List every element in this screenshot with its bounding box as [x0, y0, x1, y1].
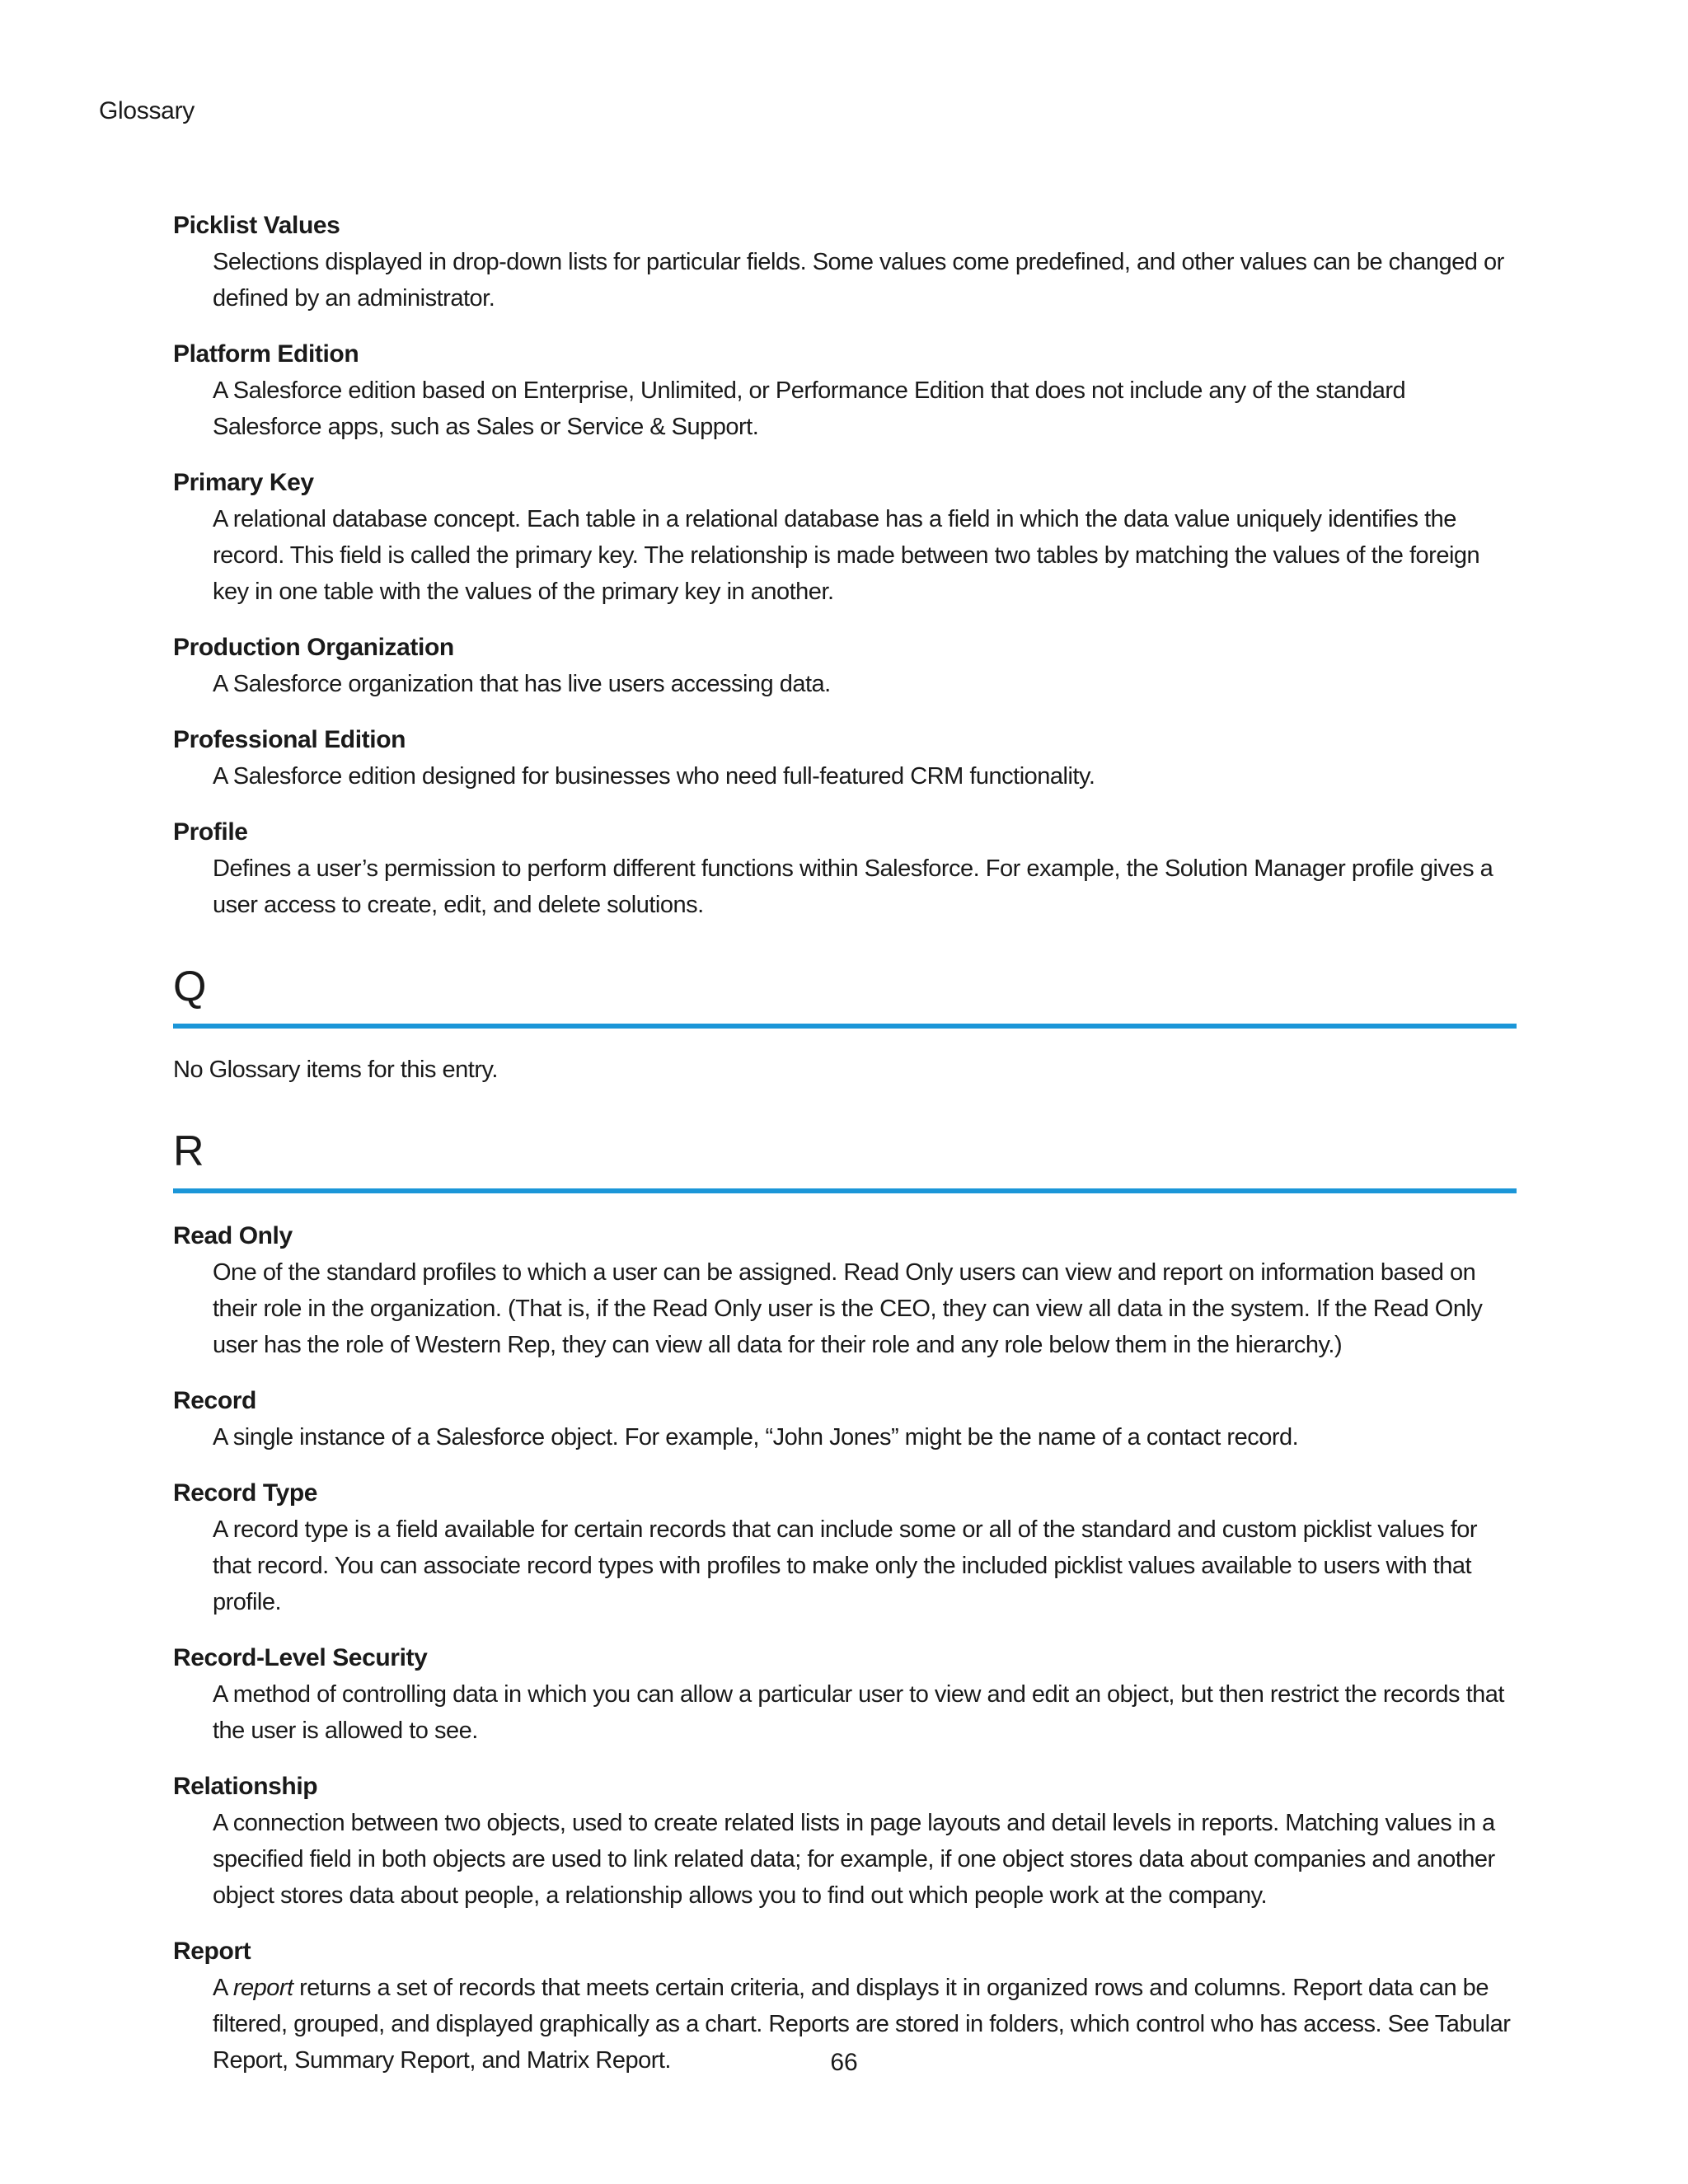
glossary-definition: One of the standard profiles to which a user can be assigned. Read Only users can view and report on information based on their role in the organization. (That is, if the Read Only user is the CEO, they can view all data in the system. If the Read Only user has the role of Western Rep, they can view all data for their role and any role below them in the hierarchy.) [213, 1259, 1483, 1358]
glossary-definition: Defines a user’s permission to perform different functions within Salesforce. For example, the Solution Manager profile gives a user access to create, edit, and delete solutions. [213, 855, 1493, 918]
glossary-term: Picklist Values [173, 212, 340, 239]
glossary-entry [173, 1640, 1517, 1749]
glossary-definition: A record type is a field available for certain records that can include some or all of the standard and custom picklist values for that record. You can associate record types with profiles to make only the included picklist values available to users with that profile. [213, 1516, 1478, 1615]
glossary-term: Record Type [173, 1479, 318, 1507]
glossary-content [173, 208, 1517, 2098]
glossary-term: Profile [173, 818, 248, 846]
glossary-term: Record [173, 1387, 256, 1414]
entries-r [173, 1218, 1517, 2079]
glossary-definition: A Salesforce edition based on Enterprise, Unlimited, or Performance Edition that does not include any of the standard Salesforce apps, such as Sales or Service & Support. [213, 377, 1406, 440]
glossary-entry [173, 465, 1517, 610]
glossary-term: Read Only [173, 1222, 293, 1249]
glossary-term: Platform Edition [173, 340, 359, 368]
glossary-definition: A single instance of a Salesforce object. For example, “John Jones” might be the name of a contact record. [213, 1424, 1299, 1451]
glossary-definition: Selections displayed in drop-down lists for particular fields. Some values come predefined, and other values can be changed or defined by an administrator. [213, 249, 1504, 312]
definition-text: A [213, 1975, 233, 2001]
glossary-term: Record-Level Security [173, 1644, 428, 1671]
glossary-term: Production Organization [173, 634, 454, 661]
section-q [173, 958, 1517, 1088]
glossary-term: Professional Edition [173, 726, 406, 753]
glossary-definition: A connection between two objects, used to create related lists in page layouts and detail levels in reports. Matching values in a specified field in both objects are used to link related data; for example, if one object stores data about companies and another object stores data about people, a relationship allows you to find out which people work at the company. [213, 1810, 1495, 1909]
section-letter-heading: Q [173, 958, 1517, 1029]
glossary-entry [173, 336, 1517, 445]
running-header: Glossary [99, 97, 195, 124]
glossary-definition: A Salesforce organization that has live users accessing data. [213, 671, 831, 697]
glossary-term: Relationship [173, 1773, 318, 1800]
section-r [173, 1122, 1517, 2079]
glossary-entry [173, 1475, 1517, 1620]
empty-section-text: No Glossary items for this entry. [173, 1057, 498, 1083]
glossary-entry [173, 1769, 1517, 1914]
page-number: 66 [830, 2049, 858, 2076]
definition-emphasis: report [232, 1975, 293, 2001]
glossary-term: Report [173, 1938, 251, 1965]
glossary-entry [173, 208, 1517, 316]
glossary-term: Primary Key [173, 469, 314, 496]
glossary-entry [173, 722, 1517, 794]
glossary-definition: A Salesforce edition designed for businesses who need full-featured CRM functionality. [213, 763, 1095, 790]
glossary-entry [173, 1383, 1517, 1455]
glossary-definition: A method of controlling data in which you can allow a particular user to view and edit an object, but then restrict the records that the user is allowed to see. [213, 1681, 1504, 1744]
definition-text: returns a set of records that meets certain criteria, and displays it in organized rows and columns. Report data can be filtered, grouped, and displayed graphically as a chart. Reports are stored in folders, which control who has access. See Tabular Report, Summary Report, and Matrix Report. [213, 1975, 1511, 2074]
entries-p [173, 208, 1517, 923]
glossary-definition: A relational database concept. Each table in a relational database has a field in which the data value uniquely identifies the record. This field is called the primary key. The relationship is made between two tables by matching the values of the foreign key in one table with the values of the primary key in another. [213, 506, 1480, 605]
glossary-entry [173, 1218, 1517, 1363]
glossary-entry [173, 630, 1517, 702]
glossary-entry [173, 814, 1517, 923]
section-letter-heading: R [173, 1122, 1517, 1193]
